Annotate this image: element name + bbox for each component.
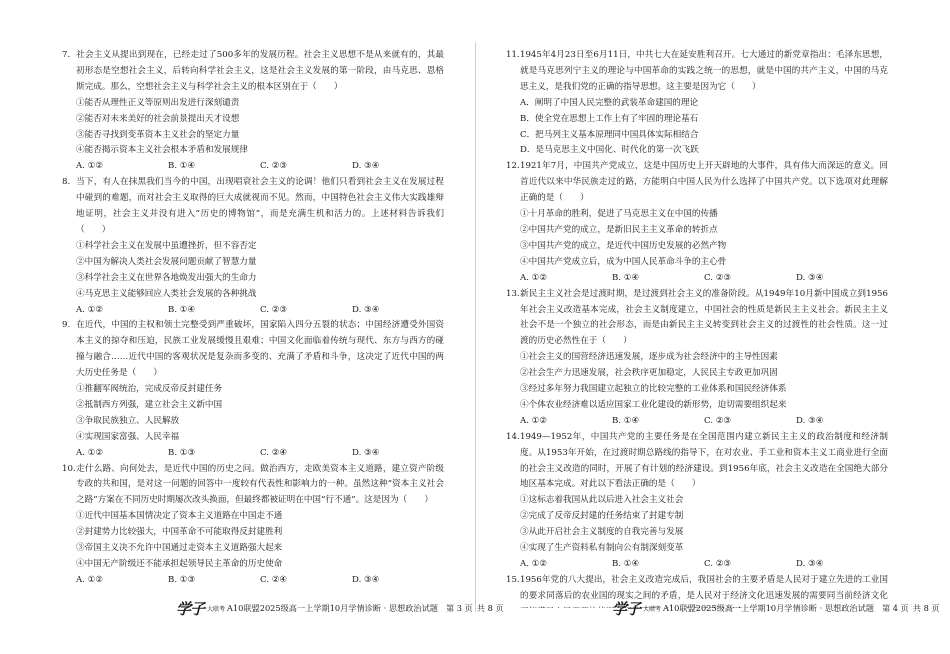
question-number: 12. — [506, 161, 520, 172]
option-b: B. ①③ — [168, 574, 196, 585]
page-total: 共 8 页 — [476, 602, 504, 613]
option-c: C. ②④ — [260, 574, 288, 585]
option-a: A. ①② — [76, 447, 104, 458]
question-number: 13. — [506, 288, 520, 299]
statement: ①科学社会主义在发展中虽遭挫折，但不容否定 — [76, 240, 257, 251]
choice-b: B．使全党在思想上工作上有了牢固的理论基石 — [520, 113, 699, 124]
publisher-logo: 学子 — [612, 599, 641, 618]
right-page — [506, 48, 888, 608]
answer-options — [506, 414, 888, 430]
statement: ①推翻军阀统治，完成反帝反封建任务 — [76, 384, 223, 395]
page-divider — [475, 42, 476, 612]
question-text: 新民主主义社会是过渡时期，是过渡到社会主义的准备阶段。从1949年10月新中国成立到1956年社会主义改造基本完成，社会主义制度建立，中国社会的性质是新民主主义社会。新民主主义社会不是一个独立的社会形态，而是由新民主主义转变到社会主义的过渡性的社会性质。这一过渡的历史必然性在于（ ） — [520, 288, 888, 347]
question-text: 1945年4月23日至6月11日，中共七大在延安胜利召开。七大通过的新党章指出：毛泽东思想，就是马克思列宁主义的理论与中国革命的实践之统一的思想，就是中国的共产主义，中国的马克思主义，是我们党的正确的指导思想。这主要是因为它（ ） — [520, 50, 888, 92]
statement: ④能否揭示资本主义社会根本矛盾和发展规律 — [76, 145, 248, 156]
left-page — [62, 48, 444, 608]
option-a: A. ①② — [76, 574, 104, 585]
statement: ②封建势力比较强大，中国革命不可能取得反封建胜利 — [76, 527, 283, 538]
option-c: C. ②③ — [260, 161, 288, 172]
option-c: C. ②④ — [260, 447, 288, 458]
question-stem — [62, 175, 444, 239]
publisher-logo-sub: 大联考 — [643, 605, 662, 613]
choice-d: D．是马克思主义中国化、时代化的第一次飞跃 — [520, 145, 699, 156]
option-b: B. ①④ — [612, 559, 640, 569]
question-stem — [62, 318, 444, 382]
question-number: 11. — [506, 50, 520, 60]
answer-options — [506, 271, 888, 287]
footer-exam-title: A10联盟2025级高一上学期10月学情诊断 · 思想政治试题 — [663, 602, 874, 613]
statement: ①社会主义的国营经济迅速发展，逐步成为社会经济中的主导性因素 — [520, 352, 778, 363]
question-text: 社会主义从提出到现在，已经走过了500多年的发展历程。社会主义思想不是从来就有的，其最初形态是空想社会主义，后转向科学社会主义，这是社会主义发展的第一阶段，由马克思、恩格斯完成。那么，空想社会主义与科学社会主义的根本区别在于（ ） — [76, 50, 444, 92]
question-stem — [506, 430, 888, 494]
page-total: 共 8 页 — [912, 602, 940, 613]
question-number: 9. — [62, 320, 71, 331]
publisher-logo-sub: 大联考 — [207, 605, 226, 613]
question-14 — [506, 430, 888, 573]
statement: ③科学社会主义在世界各地焕发出强大的生命力 — [76, 272, 257, 283]
statement: ①能否从理性正义等原则出发进行深刻谴责 — [76, 97, 240, 108]
option-d: D. ③④ — [352, 574, 380, 585]
option-b: B. ①④ — [612, 272, 640, 283]
statement: ④马克思主义能够回应人类社会发展的各种挑战 — [76, 288, 257, 299]
statement: ①这标志着我国从此以后进入社会主义社会 — [520, 495, 684, 506]
statement: ④个体农业经济难以适应国家工业化建设的新形势，迫切需要组织起来 — [520, 399, 787, 410]
statement: ④中国共产党成立后，成为中国人民革命斗争的主心骨 — [520, 256, 727, 267]
statement: ②能否对未来美好的社会前景提出天才设想 — [76, 113, 240, 124]
option-d: D. ③④ — [796, 272, 824, 283]
option-d: D. ③④ — [352, 447, 380, 458]
option-b: B. ①④ — [168, 161, 196, 172]
option-d: D. ③④ — [352, 161, 380, 172]
question-stem — [62, 48, 444, 96]
option-d: D. ③④ — [796, 415, 824, 426]
answer-options — [506, 557, 888, 573]
choice-a: A．阐明了中国人民完整的武装革命建国的理论 — [520, 97, 699, 108]
question-stem — [506, 287, 888, 351]
option-d: D. ③④ — [352, 304, 380, 315]
question-stem — [62, 462, 444, 510]
answer-options — [62, 303, 444, 319]
statement: ④中国无产阶级还不能承担起领导民主革命的历史使命 — [76, 559, 283, 569]
statement: ②完成了反帝反封建的任务结束了封建专制 — [520, 511, 684, 522]
option-a: A. ①② — [520, 559, 548, 569]
statement: ①十月革命的胜利，促进了马克思主义在中国的传播 — [520, 209, 718, 220]
choice-c: C．把马列主义基本原理同中国具体实际相结合 — [520, 129, 699, 140]
option-a: A. ①② — [76, 304, 104, 315]
option-a: A. ①② — [520, 415, 548, 426]
footer-exam-title: A10联盟2025级高一上学期10月学情诊断 · 思想政治试题 — [227, 602, 438, 613]
question-12 — [506, 159, 888, 286]
option-b: B. ①④ — [612, 415, 640, 426]
option-d: D. ③④ — [796, 559, 824, 569]
statement: ②中国共产党的成立，是新旧民主主义革命的转折点 — [520, 224, 718, 235]
statement: ①近代中国基本国情决定了资本主义道路在中国走不通 — [76, 511, 283, 522]
option-c: C. ②③ — [260, 304, 288, 315]
page-number: 第 3 页 — [446, 602, 473, 613]
option-c: C. ②③ — [704, 272, 732, 283]
option-c: C. ②③ — [704, 559, 732, 569]
question-text: 当下，有人在抹黑我们当今的中国，出现唱衰社会主义的论调！他们只看到社会主义在发展过程中碰到的难题，而对社会主义取得的巨大成就视而不见。然而，中国特色社会主义伟大实践雄辩地证明，社会主义并没有进入“历史的博物馆”，而是充满生机和活力的。上述材料告诉我们（ ） — [76, 177, 444, 235]
option-b: B. ①③ — [168, 447, 196, 458]
statement: ②抵制西方列强，建立社会主义新中国 — [76, 399, 223, 410]
option-b: B. ①④ — [168, 304, 196, 315]
question-number: 10. — [62, 463, 76, 474]
statement: ③帝国主义决不允许中国通过走资本主义道路强大起来 — [76, 543, 283, 554]
question-stem — [506, 159, 888, 207]
statement: ③经过多年努力我国建立起独立的比较完整的工业体系和国民经济体系 — [520, 384, 787, 395]
statement: ②中国为解决人类社会发展问题贡献了智慧力量 — [76, 256, 257, 267]
page-number: 第 4 页 — [882, 602, 909, 613]
footer-left — [176, 599, 504, 617]
question-11 — [506, 48, 888, 159]
question-text: 1956年党的八大提出，社会主义改造完成后，我国社会的主要矛盾是人民对于建立先进的工业国的要求同落后的农业国的现实之间的矛盾，是人民对于经济文化迅速发展的需要同当前经济文化 — [520, 574, 888, 601]
question-number: 15. — [506, 574, 520, 585]
answer-options — [62, 573, 444, 589]
question-13 — [506, 287, 888, 430]
question-text: 1949—1952年，中国共产党的主要任务是在全国范围内建立新民主主义的政治制度和经济制度。从1953年开始，在过渡时期总路线的指导下，在对农业、手工业和资本主义工商业进行全面的社会主义改造的同时，开展了有计划的经济建设。到1956年底，社会主义改造在全国绝大部分地区基本完成。对此以下看法正确的是（ ） — [520, 431, 888, 490]
answer-options — [62, 159, 444, 175]
statement: ③从此开启社会主义制度的自我完善与发展 — [520, 527, 684, 538]
question-number: 8. — [62, 177, 71, 188]
statement: ④实现了生产资料私有制向公有制深刻变革 — [520, 543, 684, 554]
option-a: A. ①② — [76, 161, 104, 172]
statement: ③争取民族独立、人民解放 — [76, 415, 180, 426]
question-8 — [62, 175, 444, 318]
statement: ②社会生产力迅速发展，社会秩序更加稳定，人民民主专政更加巩固 — [520, 368, 778, 379]
statement: ③中国共产党的成立，是近代中国历史发展的必然产物 — [520, 240, 727, 251]
question-number: 14. — [506, 431, 520, 442]
answer-options — [62, 446, 444, 462]
statement: ③能否寻找到变革资本主义社会的坚定力量 — [76, 129, 240, 140]
publisher-logo: 学子 — [176, 599, 205, 618]
question-7 — [62, 48, 444, 175]
question-stem — [506, 48, 888, 96]
option-a: A. ①② — [520, 272, 548, 283]
question-9 — [62, 318, 444, 461]
footer-right — [612, 599, 940, 617]
question-text: 1921年7月，中国共产党成立，这是中国历史上开天辟地的大事件，具有伟大而深远的意义。回首近代以来中华民族走过的路，方能明白中国人民为什么选择了中国共产党。以下选项对此理解正确的是（ ） — [520, 161, 888, 204]
statement: ④实现国家富强、人民幸福 — [76, 431, 180, 442]
question-number: 7. — [62, 50, 71, 60]
option-c: C. ②③ — [704, 415, 732, 426]
question-text: 走什么路、向何处去，是近代中国的历史之问。做治西方，走欧美资本主义道路，建立资产阶级专政的共和国，是对这一问题的回答中一度较有代表性和影响力的一种。虽然这种“资本主义社会之路”方案在不同历史时期屡次改头换面，但最终都被证明在中国“行不通”。这是因为（ ） — [76, 463, 444, 506]
question-10 — [62, 462, 444, 589]
question-text: 在近代，中国的主权和领土完整受到严重破坏，国家陷入四分五裂的状态；中国经济遭受外国资本主义的掠夺和压迫，民族工业发展缓慢且艰难；中国文化面临着传统与现代、东方与西方的碰撞与融合……近代中国的客观状况是复杂而多变的、充满了矛盾和斗争，这决定了近代中国的两大历史任务是（ ） — [76, 320, 444, 379]
